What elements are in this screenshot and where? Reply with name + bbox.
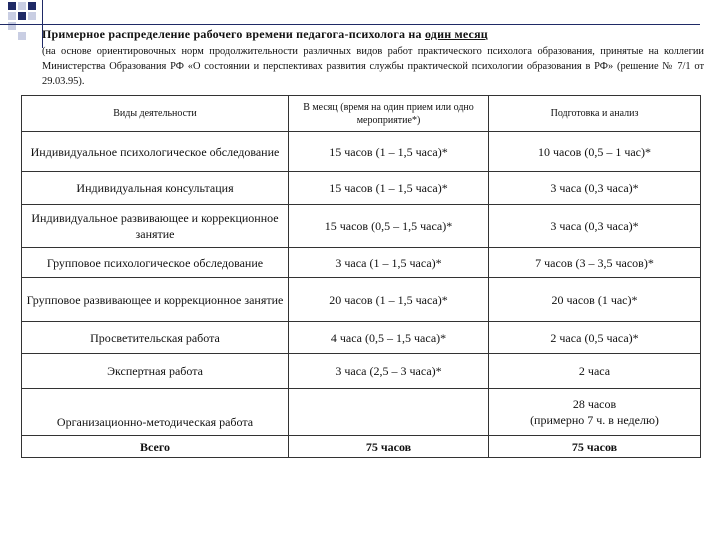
table-row <box>22 389 701 436</box>
decor-square <box>18 2 26 10</box>
cell-per-month: 15 часов (1 – 1,5 часа)* <box>289 132 489 172</box>
table-row <box>22 278 701 322</box>
work-time-table <box>21 95 701 458</box>
cell-prep: 3 часа (0,3 часа)* <box>489 205 701 248</box>
decor-square <box>8 2 16 10</box>
table-row <box>22 322 701 354</box>
header-activity: Виды деятельности <box>22 96 289 132</box>
table-row <box>22 354 701 389</box>
cell-per-month: 20 часов (1 – 1,5 часа)* <box>289 278 489 322</box>
title-prefix: Примерное распределение рабочего времени педагога-психолога на <box>42 27 425 41</box>
table-header-row <box>22 96 701 132</box>
cell-per-month: 3 часа (2,5 – 3 часа)* <box>289 354 489 389</box>
decor-square <box>18 32 26 40</box>
cell-activity: Экспертная работа <box>22 354 289 389</box>
cell-activity: Групповое развивающее и коррекционное занятие <box>22 278 289 322</box>
header-prep: Подготовка и анализ <box>489 96 701 132</box>
cell-per-month: 15 часов (1 – 1,5 часа)* <box>289 172 489 205</box>
total-prep: 75 часов <box>489 436 701 458</box>
total-label: Всего <box>22 436 289 458</box>
cell-per-month: 4 часа (0,5 – 1,5 часа)* <box>289 322 489 354</box>
table-row <box>22 205 701 248</box>
cell-per-month: 3 часа (1 – 1,5 часа)* <box>289 248 489 278</box>
cell-prep <box>489 389 701 436</box>
cell-per-month: 15 часов (0,5 – 1,5 часа)* <box>289 205 489 248</box>
total-per-month: 75 часов <box>289 436 489 458</box>
cell-activity: Индивидуальная консультация <box>22 172 289 205</box>
cell-prep-line1: 28 часов <box>572 397 617 411</box>
cell-prep: 10 часов (0,5 – 1 час)* <box>489 132 701 172</box>
cell-prep: 20 часов (1 час)* <box>489 278 701 322</box>
decor-square <box>8 12 16 20</box>
page-title <box>42 27 702 42</box>
decor-square <box>18 12 26 20</box>
cell-activity: Просветительская работа <box>22 322 289 354</box>
cell-prep: 7 часов (3 – 3,5 часов)* <box>489 248 701 278</box>
decor-square <box>28 12 36 20</box>
cell-activity: Индивидуальное психологическое обследование <box>22 132 289 172</box>
table-row <box>22 132 701 172</box>
decor-square <box>28 2 36 10</box>
cell-per-month <box>289 389 489 436</box>
subtitle-note: (на основе ориентировочных норм продолжительности различных видов работ практического психолога образования, принятые на коллегии Министерства Образования РФ «О состоянии и перспективах развития службы практической психологии образования в РФ» (решение № 7/1 от 29.03.95). <box>42 46 704 87</box>
table-row <box>22 172 701 205</box>
table-total-row <box>22 436 701 458</box>
cell-prep: 3 часа (0,3 часа)* <box>489 172 701 205</box>
table-row <box>22 248 701 278</box>
cell-activity: Групповое психологическое обследование <box>22 248 289 278</box>
title-period: один месяц <box>424 27 488 41</box>
cell-prep-line2: (примерно 7 ч. в неделю) <box>530 413 659 427</box>
cell-activity: Индивидуальное развивающее и коррекционное занятие <box>22 205 289 248</box>
cell-activity: Организационно-методическая работа <box>22 389 289 436</box>
cell-prep: 2 часа (0,5 часа)* <box>489 322 701 354</box>
cell-prep: 2 часа <box>489 354 701 389</box>
header-per-month: В месяц (время на один прием или одно мероприятие*) <box>289 96 489 132</box>
decor-horizontal-line <box>0 24 700 25</box>
